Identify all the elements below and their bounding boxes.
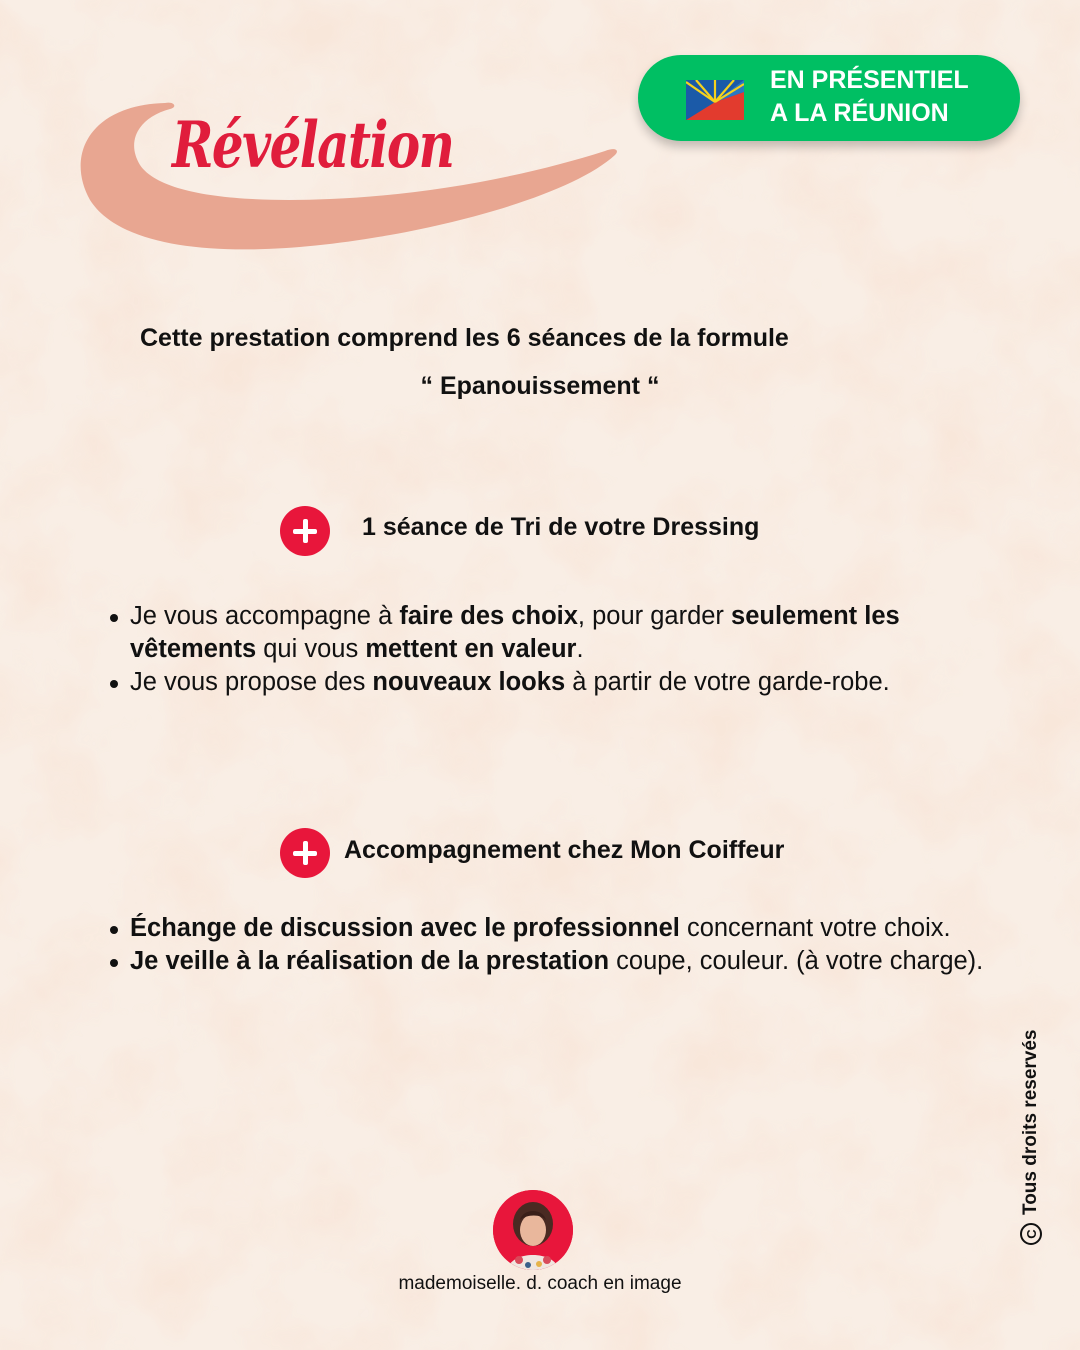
section-heading-dressing: 1 séance de Tri de votre Dressing bbox=[362, 513, 760, 541]
copyright-notice bbox=[1020, 1029, 1042, 1245]
badge-line-1: EN PRÉSENTIEL bbox=[770, 66, 969, 94]
text: coupe, couleur. (à votre charge). bbox=[609, 947, 984, 975]
dressing-bullet-list bbox=[103, 600, 1000, 699]
text: . bbox=[576, 635, 584, 663]
avatar bbox=[493, 1190, 573, 1270]
copyright-text: Tous droits reservés bbox=[1020, 1029, 1041, 1215]
bold-text: nouveaux looks bbox=[372, 668, 566, 696]
bold-text: mettent en valeur bbox=[365, 635, 577, 663]
text: , pour garder bbox=[577, 602, 732, 630]
copyright-icon: C bbox=[1020, 1223, 1042, 1245]
intro-formula-name: “ Epanouissement “ bbox=[420, 372, 660, 400]
page-title: Révélation bbox=[172, 108, 454, 183]
intro-text: Cette prestation comprend les 6 séances de la formule bbox=[140, 324, 789, 352]
badge-line-2: A LA RÉUNION bbox=[770, 99, 949, 127]
reunion-flag-icon bbox=[686, 80, 744, 120]
section-heading-coiffeur: Accompagnement chez Mon Coiffeur bbox=[344, 836, 785, 864]
avatar-portrait bbox=[493, 1190, 573, 1270]
text: Je vous propose des bbox=[130, 668, 373, 696]
text: qui vous bbox=[256, 635, 366, 663]
bold-text: Je veille à la réalisation de la prestation bbox=[130, 947, 610, 975]
location-badge-text bbox=[770, 64, 969, 130]
footer-brand-name: mademoiselle. d. coach en image bbox=[398, 1273, 682, 1294]
coiffeur-bullet-list bbox=[103, 912, 1000, 978]
plus-icon bbox=[280, 506, 330, 556]
text: à partir de votre garde-robe. bbox=[565, 668, 890, 696]
bold-text: seulement les vêtements bbox=[130, 602, 900, 663]
bold-text: Échange de discussion avec le professionnel bbox=[130, 914, 680, 942]
list-item bbox=[130, 945, 1000, 978]
text: concernant votre choix. bbox=[679, 914, 951, 942]
text: Je vous accompagne à bbox=[130, 602, 400, 630]
list-item bbox=[130, 600, 1000, 666]
plus-icon bbox=[280, 828, 330, 878]
list-item bbox=[130, 666, 1000, 699]
bold-text: faire des choix bbox=[399, 602, 578, 630]
list-item bbox=[130, 912, 1000, 945]
